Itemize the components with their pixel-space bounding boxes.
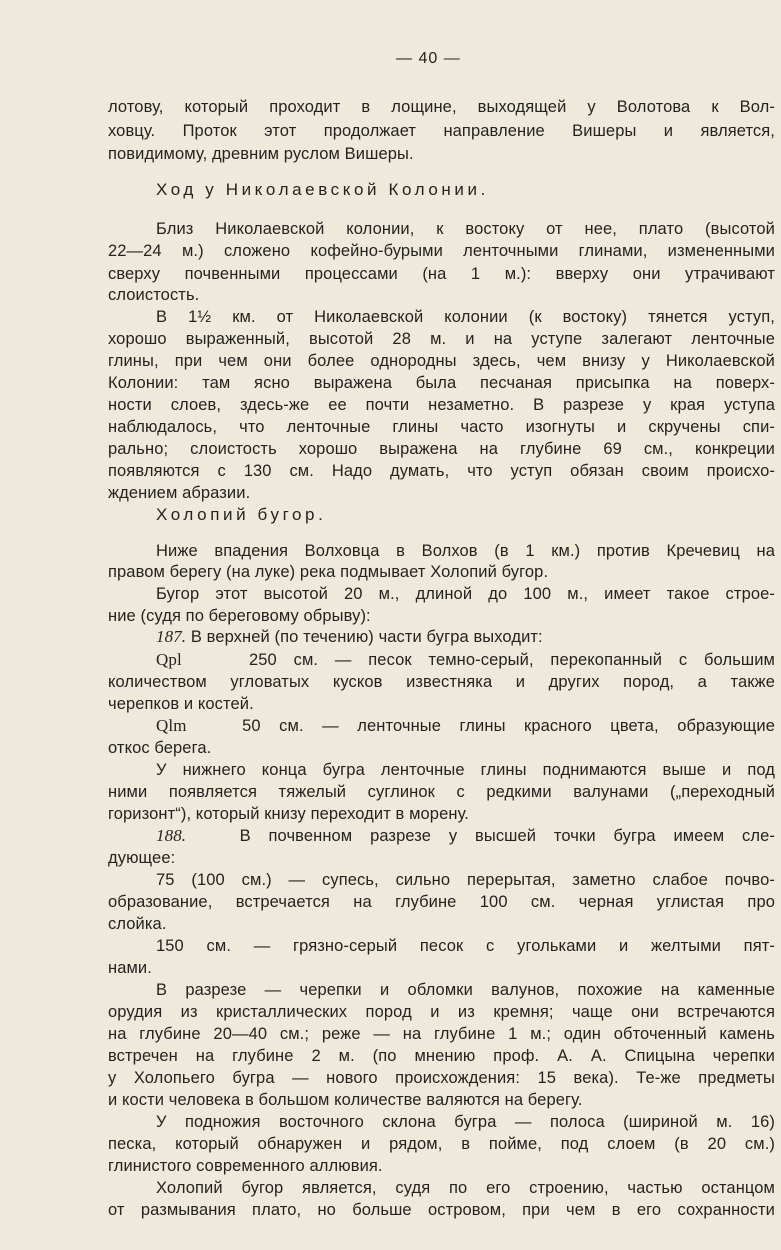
section-heading: Ход у Николаевской Колонии.	[156, 180, 489, 199]
text-line: от размывания плато, но больше островом, при чем в его сохранности	[108, 1201, 775, 1219]
text-line: орудия из кристаллических пород и из кремня; чаще они встречаются	[108, 1003, 775, 1021]
section-heading: Холопий бугор.	[156, 505, 327, 524]
text-line	[156, 650, 775, 670]
text-line: у Холопьего бугра — нового происхождения: 15 века). Те-же предметы	[108, 1069, 775, 1087]
text-line: наблюдалось, что ленточные глины часто изогнуты и скручены спи-	[108, 418, 775, 436]
text-line: 150 см. — грязно-серый песок с угольками и желтыми пят-	[156, 937, 775, 955]
text-line: глинистого современного аллювия.	[108, 1157, 383, 1175]
text-line: ними появляется тяжелый суглинок с редкими валунами („переходный	[108, 783, 775, 801]
text-line: образование, встречается на глубине 100 см. черная углистая про	[108, 893, 775, 911]
text-line: У нижнего конца бугра ленточные глины поднимаются выше и под	[156, 761, 775, 779]
text-line: Бугор этот высотой 20 м., длиной до 100 м., имеет такое строе-	[156, 585, 775, 603]
text-line: Близ Николаевской колонии, к востоку от нее, плато (высотой	[156, 220, 775, 238]
text-line: нами.	[108, 959, 152, 977]
text-line: встречен на глубине 2 м. (по мнению проф. А. А. Спицына черепки	[108, 1047, 775, 1065]
text-line: ждением абразии.	[108, 484, 251, 502]
text-line	[156, 826, 775, 846]
section-number: 188.	[156, 826, 187, 845]
section-number: 187.	[156, 627, 187, 646]
text-line: рально; слоистость хорошо выражена на глубине 69 см., конкреции	[108, 440, 775, 458]
text-span: 250 см. — песок темно-серый, перекопанный с большим	[248, 651, 775, 669]
text-line: откос берега.	[108, 739, 212, 757]
text-line: Холопий бугор является, судя по его строению, частью останцом	[156, 1179, 775, 1197]
geologic-index: Qlm	[156, 716, 187, 735]
text-line: слойка.	[108, 915, 167, 933]
text-line: песка, который обнаружен и рядом, в пойме, под слоем (в 20 см.)	[108, 1135, 775, 1153]
text-line: правом берегу (на луке) река подмывает Холопий бугор.	[108, 563, 549, 581]
text-line: Колонии: там ясно выражена была песчаная присыпка на поверх-	[108, 374, 775, 392]
page-number: — 40 —	[396, 50, 461, 67]
text-line: слоистость.	[108, 286, 200, 304]
text-line: горизонт“), который книзу переходит в морену.	[108, 805, 469, 823]
text-line: на глубине 20—40 см.; реже — на глубине 1 м.; один обточенный камень	[108, 1025, 775, 1043]
text-line: 75 (100 см.) — супесь, сильно перерытая, заметно слабое почво-	[156, 871, 775, 889]
text-span: В верхней (по течению) части бугра выходит:	[190, 628, 543, 646]
text-line: черепков и костей.	[108, 695, 254, 713]
text-line: хорошо выраженный, высотой 28 м. и на уступе залегают ленточные	[108, 330, 775, 348]
text-line: количеством угловатых кусков известняка и других пород, а также	[108, 673, 775, 691]
text-line: повидимому, древним руслом Вишеры.	[108, 145, 414, 163]
text-line: Ниже впадения Волховца в Волхов (в 1 км.) против Кречевиц на	[156, 542, 775, 560]
text-line: ности слоев, здесь-же ее почти незаметно. В разрезе у края уступа	[108, 396, 775, 414]
text-line: дующее:	[108, 849, 176, 867]
text-span: 50 см. — ленточные глины красного цвета, образующие	[242, 717, 775, 735]
text-line: и кости человека в большом количестве валяются на берегу.	[108, 1091, 583, 1109]
text-line: появляются с 130 см. Надо думать, что уступ обязан своим происхо-	[108, 462, 775, 480]
text-line: В 1½ км. от Николаевской колонии (к востоку) тянется уступ,	[156, 308, 775, 326]
text-line: ховцу. Проток этот продолжает направление Вишеры и является,	[108, 122, 775, 140]
text-line	[156, 627, 775, 647]
text-line	[156, 716, 775, 736]
text-line: В разрезе — черепки и обломки валунов, похожие на каменные	[156, 981, 775, 999]
text-line: сверху почвенными процессами (на 1 м.): вверху они утрачивают	[108, 265, 775, 283]
text-line: ние (судя по береговому обрыву):	[108, 607, 371, 625]
text-span: В почвенном разрезе у высшей точки бугра имеем сле-	[239, 827, 775, 845]
text-line: лотову, который проходит в лощине, выходящей у Волотова к Вол-	[108, 98, 775, 116]
text-line: 22—24 м.) сложено кофейно-бурыми ленточными глинами, измененными	[108, 242, 775, 260]
geologic-index: Qpl	[156, 650, 182, 669]
text-line: глины, при чем они более однородны здесь, чем внизу у Николаевской	[108, 352, 775, 370]
text-line: У подножия восточного склона бугра — полоса (шириной м. 16)	[156, 1113, 775, 1131]
